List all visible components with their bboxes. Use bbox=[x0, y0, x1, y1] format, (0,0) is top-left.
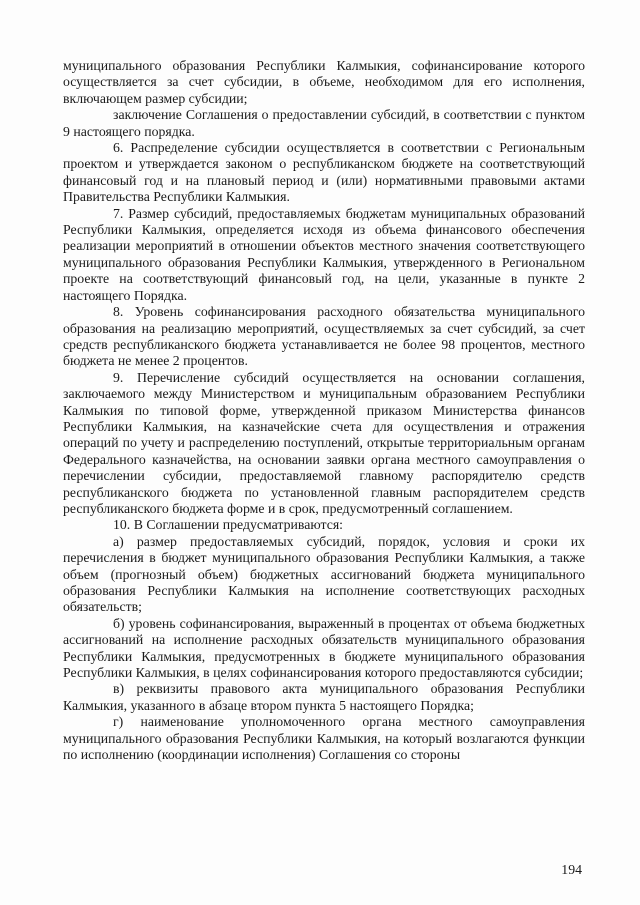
page-number: 194 bbox=[561, 862, 582, 877]
paragraph-9: 9. Перечисление субсидий осуществляется на основании соглашения, заключаемого между Министерством и муниципальным образованием Республики Калмыкия по типовой форме, утвержденной приказом Министерства финансов Республики Калмыкия, на казначейские счета для осуществления и отражения операций по учету и распределению поступлений, открытые территориальным органам Федерального казначейства, на основании заявки органа местного самоуправления о перечислении субсидии, предоставляемой главному распорядителю средств республиканского бюджета по установленной главным распорядителем средств республиканского бюджета форме и в срок, предусмотренный соглашением. bbox=[63, 369, 585, 516]
paragraph-10g: г) наименование уполномоченного органа местного самоуправления муниципального образования Республики Калмыкия, на который возлагаются функции по исполнению (координации исполнения) Соглашения со стороны bbox=[63, 714, 585, 763]
document-body bbox=[63, 58, 585, 763]
paragraph-10a: а) размер предоставляемых субсидий, порядок, условия и сроки их перечисления в бюджет муниципального образования Республики Калмыкия, а также объем (прогнозный объем) бюджетных ассигнований бюджета муниципального образования Республики Калмыкия на исполнение соответствующих расходных обязательств; bbox=[63, 533, 585, 615]
paragraph-agreement: заключение Соглашения о предоставлении субсидий, в соответствии с пунктом 9 настоящего порядка. bbox=[63, 107, 585, 139]
paragraph-10: 10. В Соглашении предусматриваются: bbox=[113, 517, 343, 533]
paragraph-10v: в) реквизиты правового акта муниципального образования Республики Калмыкия, указанного в абзаце втором пункта 5 настоящего Порядка; bbox=[63, 681, 585, 713]
paragraph-6: 6. Распределение субсидии осуществляется в соответствии с Региональным проектом и утверждается законом о республиканском бюджете на соответствующий финансовый год и на плановый период и (или) нормативными правовыми актами Правительства Республики Калмыкия. bbox=[63, 140, 585, 205]
paragraph-8: 8. Уровень софинансирования расходного обязательства муниципального образования на реализацию мероприятий, осуществляемых за счет субсидий, за счет средств республиканского бюджета устанавливается не более 98 процентов, местного бюджета не менее 2 процентов. bbox=[63, 304, 585, 369]
paragraph-7: 7. Размер субсидий, предоставляемых бюджетам муниципальных образований Республики Калмыкия, определяется исходя из объема финансового обеспечения реализации мероприятий в отношении объектов местного значения соответствующего муниципального образования Республики Калмыкия, утвержденного в Региональном проекте на соответствующий финансовый год, на цели, указанные в пункте 2 настоящего Порядка. bbox=[63, 205, 585, 303]
paragraph-10b: б) уровень софинансирования, выраженный в процентах от объема бюджетных ассигнований на исполнение расходных обязательств муниципального образования Республики Калмыкия, предусмотренных в бюджете муниципального образования Республики Калмыкия, в целях софинансирования которого предоставляются субсидии; bbox=[63, 615, 585, 681]
paragraph-continuation: муниципального образования Республики Калмыкия, софинансирование которого осуществляется за счет субсидии, в объеме, необходимом для его исполнения, включающем размер субсидии; bbox=[63, 58, 585, 106]
